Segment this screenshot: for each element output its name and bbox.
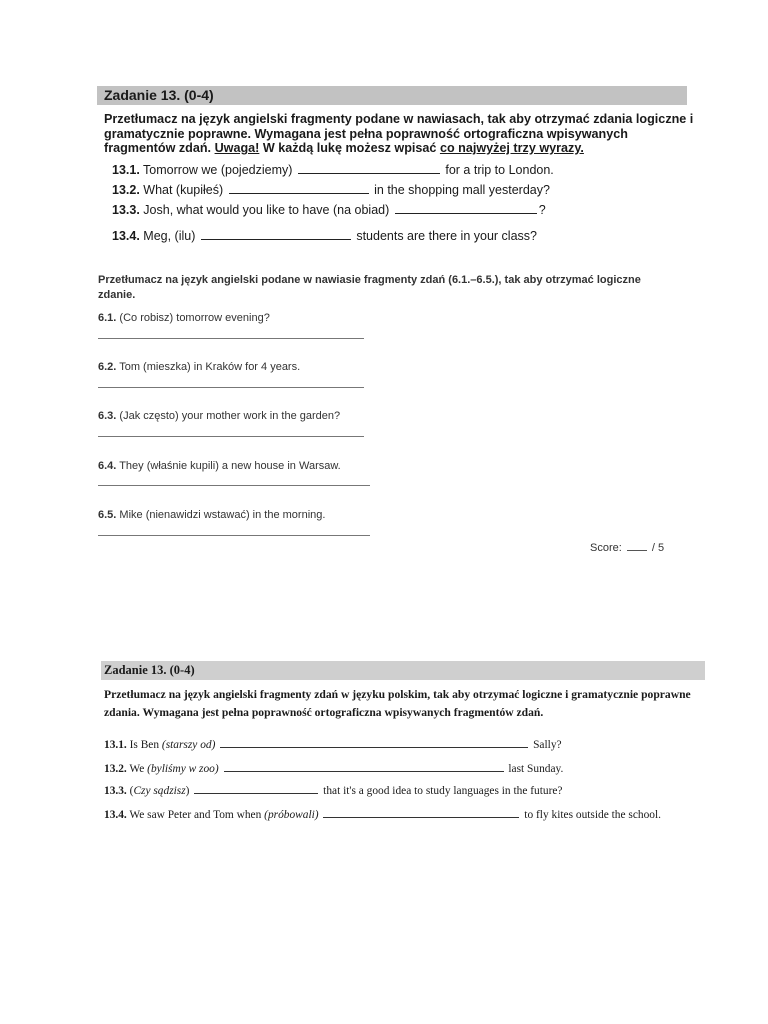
- section1-instruction: [104, 112, 694, 156]
- item-text: Tom (mieszka) in Kraków for 4 years.: [116, 361, 301, 373]
- item-number: 13.3.: [112, 203, 140, 217]
- item-text: We saw Peter and Tom when: [126, 809, 265, 821]
- item-text: What (kupiłeś): [139, 183, 227, 197]
- item-number: 6.5.: [98, 509, 117, 521]
- section1-title: Zadanie 13. (0-4): [104, 87, 214, 103]
- item-hint: Czy sądzisz: [133, 785, 186, 797]
- item-number: 13.2.: [112, 183, 140, 197]
- item-text-end: to fly kites outside the school.: [521, 809, 661, 821]
- item-number: 6.2.: [98, 361, 117, 373]
- item-text: We: [126, 763, 148, 775]
- section1-instruction-text: Przetłumacz na język angielski fragmenty podane w nawiasach, tak aby otrzymać zdania logiczne i gramatycznie poprawne. Wymagana jest pełna poprawność ortograficzna wpisywanych fragmentów zdań.: [104, 112, 694, 155]
- section3-item-2: [104, 761, 563, 777]
- item-text-end: in the shopping mall yesterday?: [370, 183, 550, 197]
- item-text: (Co robisz) tomorrow evening?: [116, 312, 270, 324]
- item-text-end: ?: [538, 203, 546, 217]
- item-text-end: last Sunday.: [505, 763, 564, 775]
- section2-item-4: [98, 459, 341, 473]
- answer-blank[interactable]: [201, 228, 351, 240]
- item-text: Meg, (ilu): [139, 229, 199, 243]
- section2-item-1: [98, 311, 270, 325]
- answer-blank[interactable]: [194, 783, 318, 794]
- item-text: (Jak często) your mother work in the garden?: [116, 410, 341, 422]
- item-text-end: students are there in your class?: [352, 229, 537, 243]
- score-total: / 5: [651, 542, 665, 554]
- section3-item-3: [104, 783, 562, 799]
- item-text: Mike (nienawidzi wstawać) in the morning.: [116, 509, 326, 521]
- answer-blank[interactable]: [323, 807, 519, 818]
- item-text: (: [126, 785, 134, 797]
- score: [590, 541, 664, 554]
- section1-item-3: [112, 202, 546, 218]
- item-text-end: that it's a good idea to study languages in the future?: [320, 785, 563, 797]
- item-number: 13.2.: [104, 763, 127, 775]
- item-number: 13.1.: [112, 163, 140, 177]
- item-hint: (starszy od): [161, 739, 216, 751]
- section3-instruction: Przetłumacz na język angielski fragmenty zdań w języku polskim, tak aby otrzymać logiczne i gramatycznie poprawne zdania. Wymagana jest pełna poprawność ortograficzna wpisywanych fragmentów zdań.: [104, 688, 691, 719]
- answer-blank[interactable]: [229, 182, 369, 194]
- section2-item-3: [98, 409, 340, 423]
- score-label: Score:: [590, 542, 622, 554]
- item-number: 13.1.: [104, 739, 127, 751]
- section1-instruction-text-2: W każdą lukę możesz wpisać: [259, 141, 440, 155]
- item-hint: (byliśmy w zoo): [147, 763, 219, 775]
- answer-line[interactable]: [98, 338, 364, 339]
- section1-warning: Uwaga!: [214, 141, 260, 155]
- item-number: 13.4.: [112, 229, 140, 243]
- answer-blank[interactable]: [298, 162, 440, 174]
- item-hint: (próbowali): [264, 809, 319, 821]
- answer-blank[interactable]: [395, 202, 537, 214]
- section2-item-5: [98, 508, 325, 522]
- section1-item-1: [112, 162, 554, 178]
- item-number: 13.3.: [104, 785, 127, 797]
- item-text: Tomorrow we (pojedziemy): [139, 163, 296, 177]
- score-blank[interactable]: [627, 541, 647, 551]
- answer-line[interactable]: [98, 535, 370, 536]
- item-number: 13.4.: [104, 809, 127, 821]
- section3-item-4: [104, 807, 661, 823]
- item-text-end: for a trip to London.: [441, 163, 554, 177]
- item-text: Is Ben: [126, 739, 162, 751]
- answer-line[interactable]: [98, 485, 370, 486]
- item-text: Josh, what would you like to have (na obiad): [139, 203, 393, 217]
- item-text: They (właśnie kupili) a new house in Warsaw.: [116, 460, 341, 472]
- section1-item-2: [112, 182, 550, 198]
- section3-title: Zadanie 13. (0-4): [104, 663, 195, 677]
- section2-instruction: Przetłumacz na język angielski podane w nawiasie fragmenty zdań (6.1.–6.5.), tak aby otrzymać logiczne zdanie.: [98, 274, 641, 301]
- answer-line[interactable]: [98, 436, 364, 437]
- answer-blank[interactable]: [224, 761, 504, 772]
- section1-item-4: [112, 228, 537, 244]
- section3-item-1: [104, 737, 562, 753]
- item-number: 6.3.: [98, 410, 117, 422]
- item-number: 6.1.: [98, 312, 117, 324]
- section1-word-limit: co najwyżej trzy wyrazy.: [439, 141, 584, 155]
- section2-item-2: [98, 360, 300, 374]
- item-number: 6.4.: [98, 460, 117, 472]
- answer-blank[interactable]: [220, 737, 528, 748]
- answer-line[interactable]: [98, 387, 364, 388]
- item-text-paren: ): [185, 785, 193, 797]
- item-text-end: Sally?: [530, 739, 562, 751]
